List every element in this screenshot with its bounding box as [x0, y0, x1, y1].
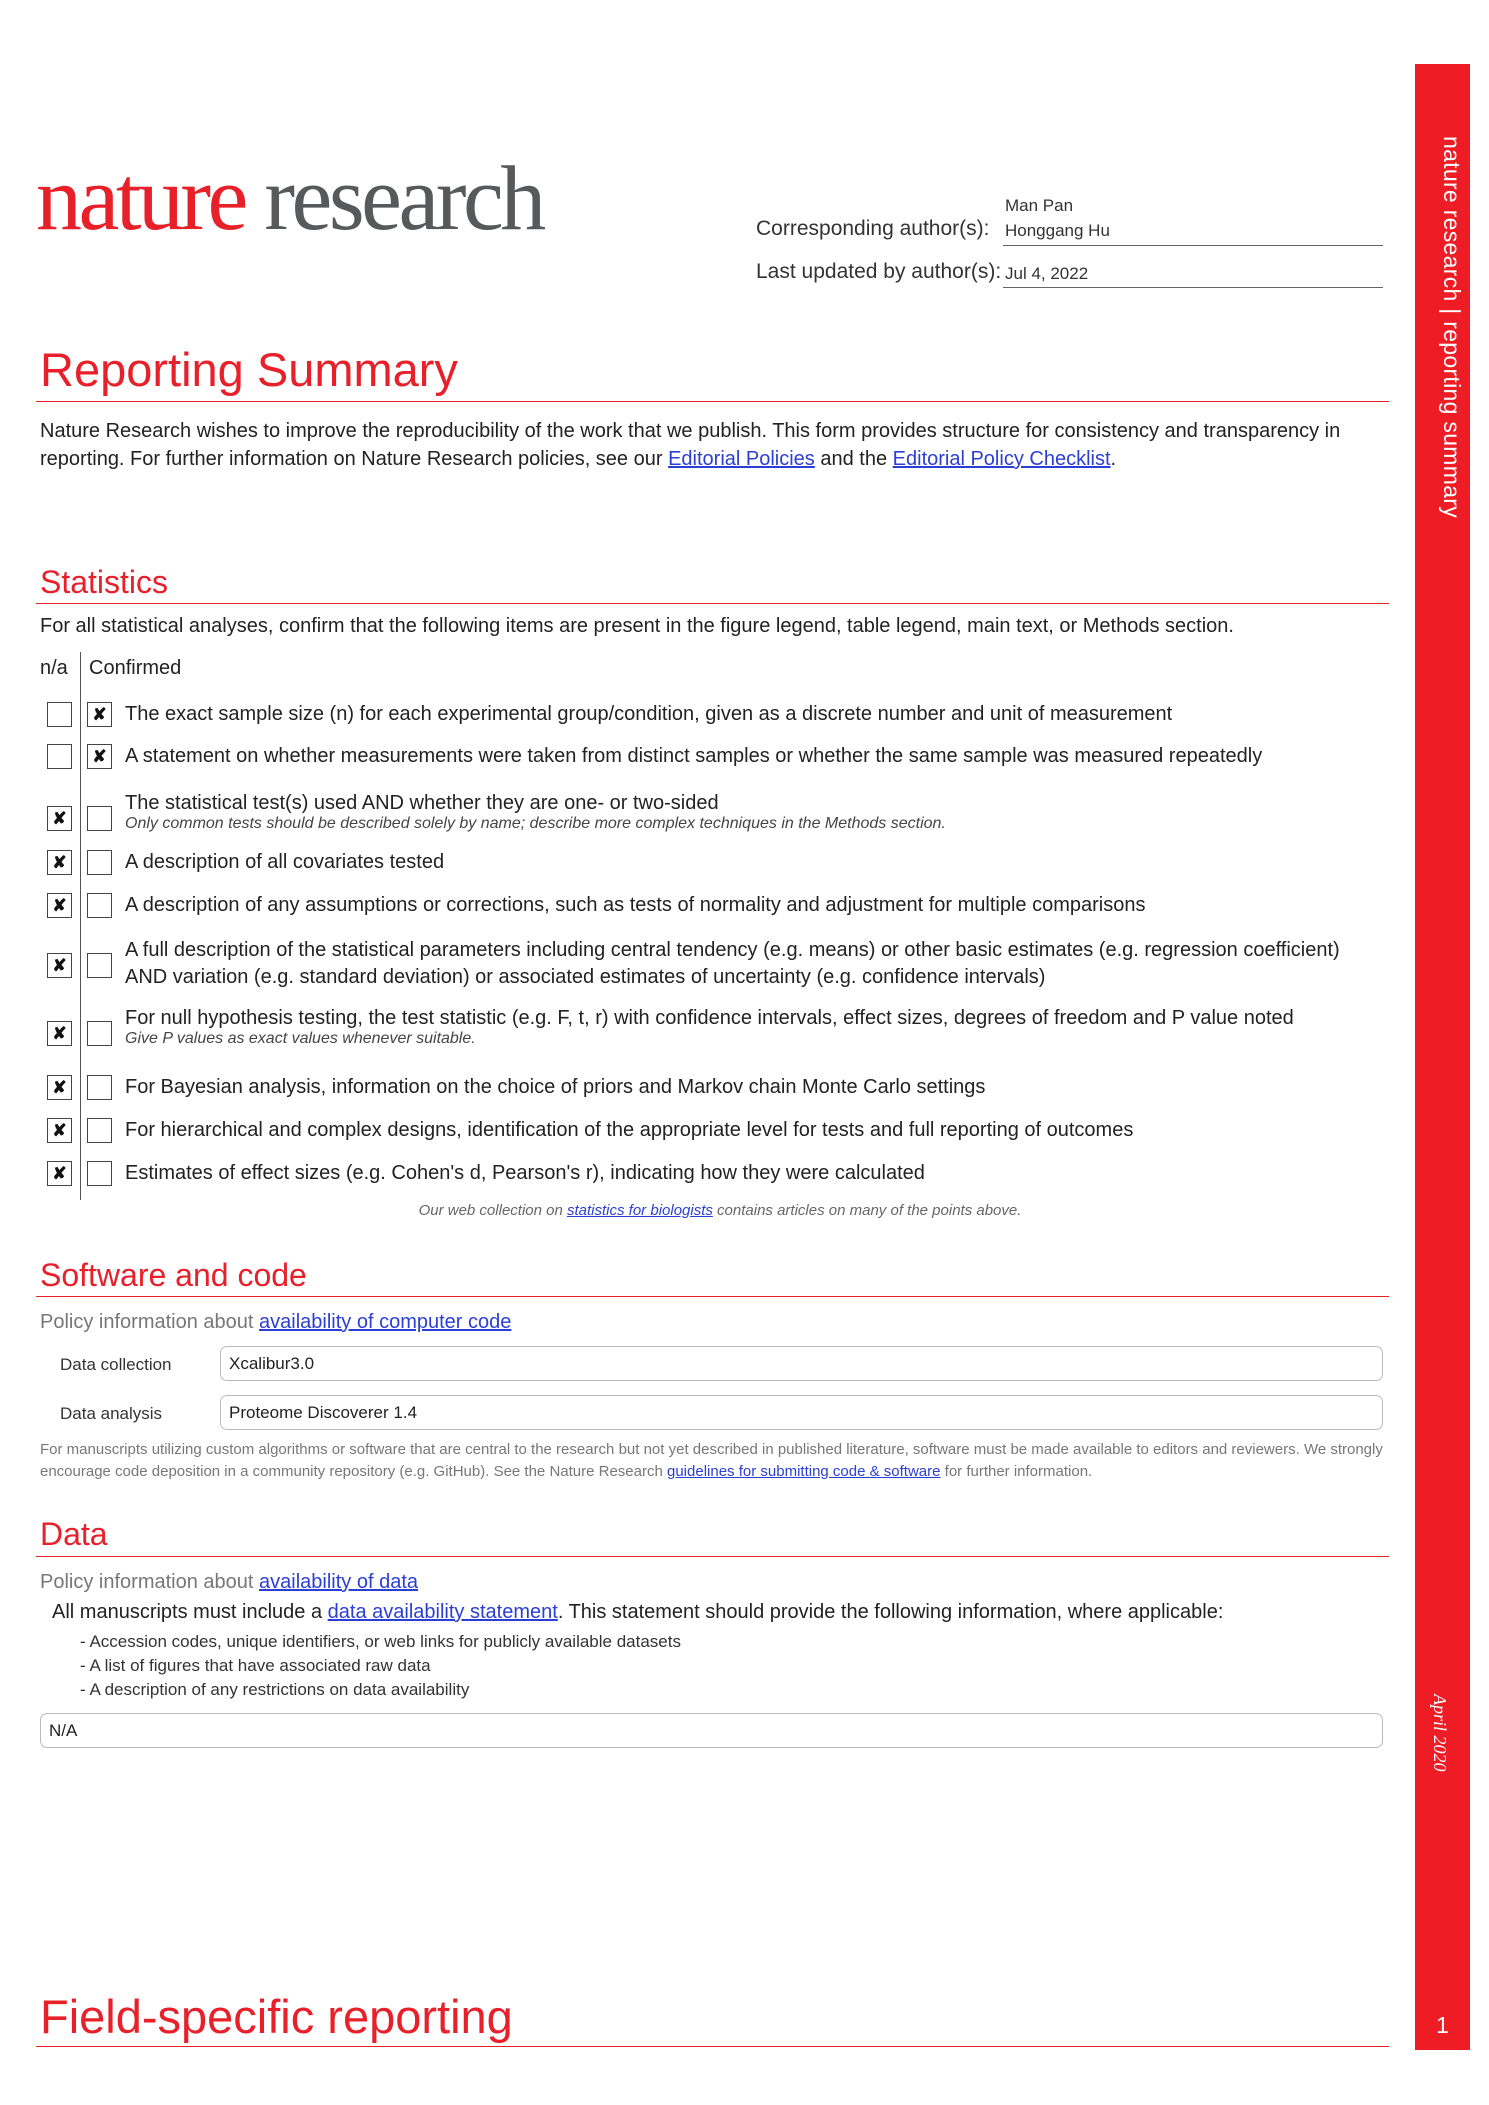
statistics-for-biologists-link[interactable]: statistics for biologists	[567, 1202, 713, 1219]
data-collection-label: Data collection	[60, 1355, 172, 1374]
data-bullet: - Accession codes, unique identifiers, or web links for publicly available datasets	[80, 1632, 681, 1651]
data-policy	[40, 1571, 418, 1594]
confirmed-checkbox[interactable]	[87, 1075, 112, 1100]
confirmed-column-header: Confirmed	[89, 657, 182, 679]
reporting-summary-title: Reporting Summary	[40, 343, 458, 396]
checklist-item-text: A description of any assumptions or corrections, such as tests of normality and adjustment for multiple comparisons	[125, 894, 1146, 916]
confirmed-checkbox[interactable]	[87, 1161, 112, 1186]
statistics-footnote	[0, 1202, 1440, 1219]
software-policy-prefix: Policy information about	[40, 1311, 260, 1333]
logo-part-nature: nature	[36, 147, 245, 249]
nature-research-logo	[36, 147, 543, 249]
checklist-item-text: A statement on whether measurements were taken from distinct samples or whether the same sample was measured repeatedly	[125, 745, 1263, 767]
statistics-intro: For all statistical analyses, confirm that the following items are present in the figure legend, table legend, main text, or Methods section.	[40, 615, 1234, 637]
updated-field-line	[1003, 287, 1383, 288]
checklist-item-text: For hierarchical and complex designs, identification of the appropriate level for tests and full reporting of outcomes	[125, 1119, 1134, 1141]
last-updated-label: Last updated by author(s):	[756, 260, 1002, 283]
na-checkbox[interactable]: ✘	[47, 953, 72, 978]
data-policy-prefix: Policy information about	[40, 1571, 260, 1593]
software-rule	[36, 1296, 1389, 1297]
software-policy	[40, 1311, 511, 1334]
data-collection-field[interactable]: Xcalibur3.0	[220, 1346, 1383, 1381]
editorial-policy-checklist-link[interactable]: Editorial Policy Checklist	[892, 448, 1111, 470]
confirmed-checkbox[interactable]	[87, 1021, 112, 1046]
confirmed-checkbox[interactable]	[87, 806, 112, 831]
data-bullet: - A description of any restrictions on data availability	[80, 1680, 470, 1699]
field-specific-rule	[36, 2046, 1389, 2047]
column-separator	[80, 652, 81, 1200]
confirmed-checkbox[interactable]	[87, 893, 112, 918]
confirmed-checkbox[interactable]	[87, 953, 112, 978]
availability-of-code-link[interactable]: availability of computer code	[259, 1311, 512, 1333]
data-heading: Data	[40, 1516, 108, 1552]
software-note-text-2: for further information.	[940, 1463, 1093, 1480]
na-checkbox[interactable]: ✘	[47, 806, 72, 831]
checklist-item-text: A description of all covariates tested	[125, 851, 445, 873]
title-rule	[36, 401, 1389, 402]
checklist-item-text: For null hypothesis testing, the test statistic (e.g. F, t, r) with confidence intervals, effect sizes, degrees of freedom and P value noted	[125, 1007, 1294, 1029]
last-updated-value: Jul 4, 2022	[1005, 264, 1089, 283]
na-checkbox[interactable]: ✘	[47, 1021, 72, 1046]
author-name-2: Honggang Hu	[1005, 221, 1110, 240]
logo-part-research: research	[244, 147, 543, 249]
data-availability-field[interactable]: N/A	[40, 1713, 1383, 1748]
confirmed-checkbox[interactable]: ✘	[87, 702, 112, 727]
intro-text-3: .	[1110, 448, 1117, 470]
na-checkbox[interactable]: ✘	[47, 1118, 72, 1143]
availability-of-data-link[interactable]: availability of data	[259, 1571, 418, 1593]
sidebar-date: April 2020	[1430, 1694, 1450, 1772]
intro-text-2: and the	[814, 448, 893, 470]
data-statement	[52, 1601, 1223, 1624]
statistics-rule	[36, 603, 1389, 604]
author-name-1: Man Pan	[1005, 196, 1074, 215]
data-availability-statement-link[interactable]: data availability statement	[327, 1601, 558, 1623]
na-checkbox[interactable]: ✘	[47, 850, 72, 875]
na-checkbox[interactable]: ✘	[47, 1161, 72, 1186]
footnote-text-2: contains articles on many of the points above.	[712, 1202, 1022, 1219]
sidebar-title: nature research | reporting summary	[1439, 136, 1465, 519]
data-bullet: - A list of figures that have associated raw data	[80, 1656, 431, 1675]
software-note	[40, 1439, 1390, 1483]
code-guidelines-link[interactable]: guidelines for submitting code & software	[667, 1463, 941, 1480]
checklist-item-text: The exact sample size (n) for each experimental group/condition, given as a discrete number and unit of measurement	[125, 703, 1173, 725]
confirmed-checkbox[interactable]	[87, 850, 112, 875]
page-number: 1	[1436, 2012, 1449, 2038]
data-analysis-label: Data analysis	[60, 1404, 163, 1423]
field-specific-heading: Field-specific reporting	[40, 1990, 513, 2043]
confirmed-checkbox[interactable]: ✘	[87, 744, 112, 769]
statistics-heading: Statistics	[40, 564, 169, 600]
corresponding-author-label: Corresponding author(s):	[756, 217, 990, 240]
na-checkbox[interactable]: ✘	[47, 893, 72, 918]
na-checkbox[interactable]: ✘	[47, 1075, 72, 1100]
checklist-item-text: A full description of the statistical parameters including central tendency (e.g. means) or other basic estimates (e.g. regression coefficient) AND variation (e.g. standard deviation) or associated estimates of uncertainty (e.g. confidence intervals)	[125, 939, 1340, 988]
footnote-text-1: Our web collection on	[418, 1202, 567, 1219]
editorial-policies-link[interactable]: Editorial Policies	[668, 448, 815, 470]
data-rule	[36, 1556, 1389, 1557]
intro-text-1: Nature Research wishes to improve the reproducibility of the work that we publish. This form provides structure for consistency and transparency in reporting. For further information on Nature Research policies, see our	[40, 420, 1341, 470]
checklist-item-note: Only common tests should be described solely by name; describe more complex techniques in the Methods section.	[125, 815, 946, 832]
software-note-text-1: For manuscripts utilizing custom algorithms or software that are central to the research but not yet described in published literature, software must be made available to editors and reviewers. We strongly encourage code deposition in a community repository (e.g. GitHub). See the Nature Research	[40, 1441, 1383, 1480]
na-checkbox[interactable]	[47, 702, 72, 727]
checklist-item-text: For Bayesian analysis, information on the choice of priors and Markov chain Monte Carlo settings	[125, 1076, 986, 1098]
checklist-item-text: Estimates of effect sizes (e.g. Cohen's d, Pearson's r), indicating how they were calculated	[125, 1162, 925, 1184]
data-statement-text-1: All manuscripts must include a	[52, 1601, 328, 1623]
software-heading: Software and code	[40, 1257, 307, 1293]
checklist-item-text: The statistical test(s) used AND whether they are one- or two-sided	[125, 792, 719, 814]
data-analysis-field[interactable]: Proteome Discoverer 1.4	[220, 1395, 1383, 1430]
sidebar-band	[1415, 64, 1470, 2050]
checklist-item-note: Give P values as exact values whenever suitable.	[125, 1030, 476, 1047]
author-field-line	[1003, 245, 1383, 246]
data-statement-text-2: . This statement should provide the following information, where applicable:	[557, 1601, 1224, 1623]
na-checkbox[interactable]	[47, 744, 72, 769]
confirmed-checkbox[interactable]	[87, 1118, 112, 1143]
intro-paragraph	[40, 417, 1390, 473]
na-column-header: n/a	[40, 657, 68, 679]
